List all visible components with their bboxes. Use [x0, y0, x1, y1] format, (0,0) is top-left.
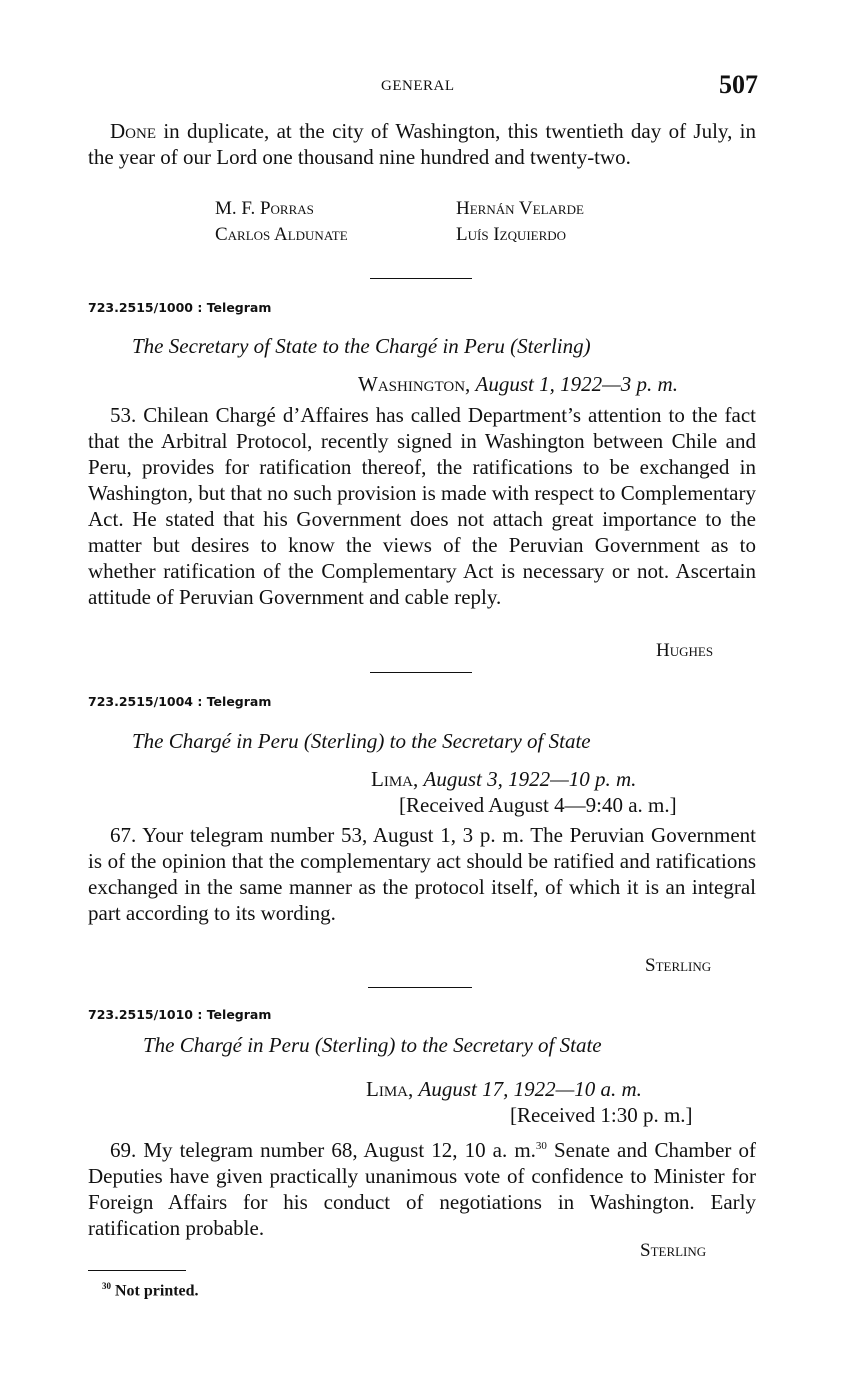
section-divider [370, 278, 472, 279]
telegram-text-before-note: 69. My telegram number 68, August 12, 10 a. m. [110, 1138, 536, 1162]
dateline-place: Lima, [371, 767, 419, 791]
file-reference: 723.2515/1000 : Telegram [88, 300, 272, 315]
file-reference: 723.2515/1010 : Telegram [88, 1007, 272, 1022]
telegram-text: 53. Chilean Chargé d’Affaires has called Department’s attention to the fact that the Arbitral Protocol, recently signed in Washington between Chile and Peru, provides for ratification thereof, the ratifications to be exchanged in Washington, but that no such provision is made with respect to Complementary Act. He stated that his Government does not attach great importance to the matter but desires to know the views of the Peruvian Government as to whether ratification of the Complementary Act is necessary or not. Ascertain attitude of Peruvian Government and cable reply. [88, 403, 756, 609]
dateline-place: Washington, [358, 372, 471, 396]
section-divider [368, 987, 472, 988]
signature-porras: M. F. Porras [215, 198, 314, 219]
signer-name: Sterling [645, 955, 712, 976]
dateline-date: August 1, 1922—3 p. m. [475, 372, 678, 396]
footnote-rule [88, 1270, 186, 1271]
dateline [358, 372, 678, 397]
document-heading: The Chargé in Peru (Sterling) to the Secretary of State [143, 1033, 602, 1057]
file-reference: 723.2515/1004 : Telegram [88, 694, 272, 709]
page-number: 507 [719, 70, 758, 99]
footnote-number: 30 [102, 1281, 111, 1291]
telegram-body [88, 402, 756, 610]
telegram-body [88, 1133, 756, 1241]
received-note: [Received August 4—9:40 a. m.] [399, 793, 677, 817]
done-word: Done [110, 119, 156, 143]
footnote-text: Not printed. [115, 1282, 199, 1300]
telegram-body [88, 822, 756, 926]
received-note: [Received 1:30 p. m.] [510, 1103, 693, 1127]
document-heading: The Secretary of State to the Chargé in Peru (Sterling) [132, 334, 591, 358]
signature-izquierdo: Luís Izquierdo [456, 224, 567, 245]
dateline-place: Lima, [366, 1077, 414, 1101]
document-heading: The Chargé in Peru (Sterling) to the Secretary of State [132, 729, 591, 753]
dateline [366, 1077, 642, 1102]
running-head: GENERAL [381, 78, 455, 94]
signer-name: Hughes [656, 640, 714, 661]
telegram-text-after-note: Senate and Chamber of Deputies have given practically unanimous vote of confidence to Minister for Foreign Affairs for his conduct of negotiations in Washington. Early ratification probable. [88, 1138, 756, 1240]
intro-text: in duplicate, at the city of Washington, this twentieth day of July, in the year of our Lord one thousand nine hundred and twenty-two. [88, 119, 756, 169]
telegram-text: 67. Your telegram number 53, August 1, 3 p. m. The Peruvian Government is of the opinion that the complementary act should be ratified and ratifications exchanged in the same manner as the protocol itself, of which it is an integral part according to its wording. [88, 823, 756, 925]
signature-velarde: Hernán Velarde [456, 198, 584, 219]
section-divider [370, 672, 472, 673]
dateline [371, 767, 636, 792]
footnote [102, 1281, 199, 1300]
signature-aldunate: Carlos Aldunate [215, 224, 348, 245]
intro-paragraph [88, 118, 756, 170]
dateline-date: August 17, 1922—10 a. m. [418, 1077, 642, 1101]
dateline-date: August 3, 1922—10 p. m. [423, 767, 637, 791]
signer-name: Sterling [640, 1240, 707, 1261]
footnote-marker: 30 [535, 1140, 547, 1152]
